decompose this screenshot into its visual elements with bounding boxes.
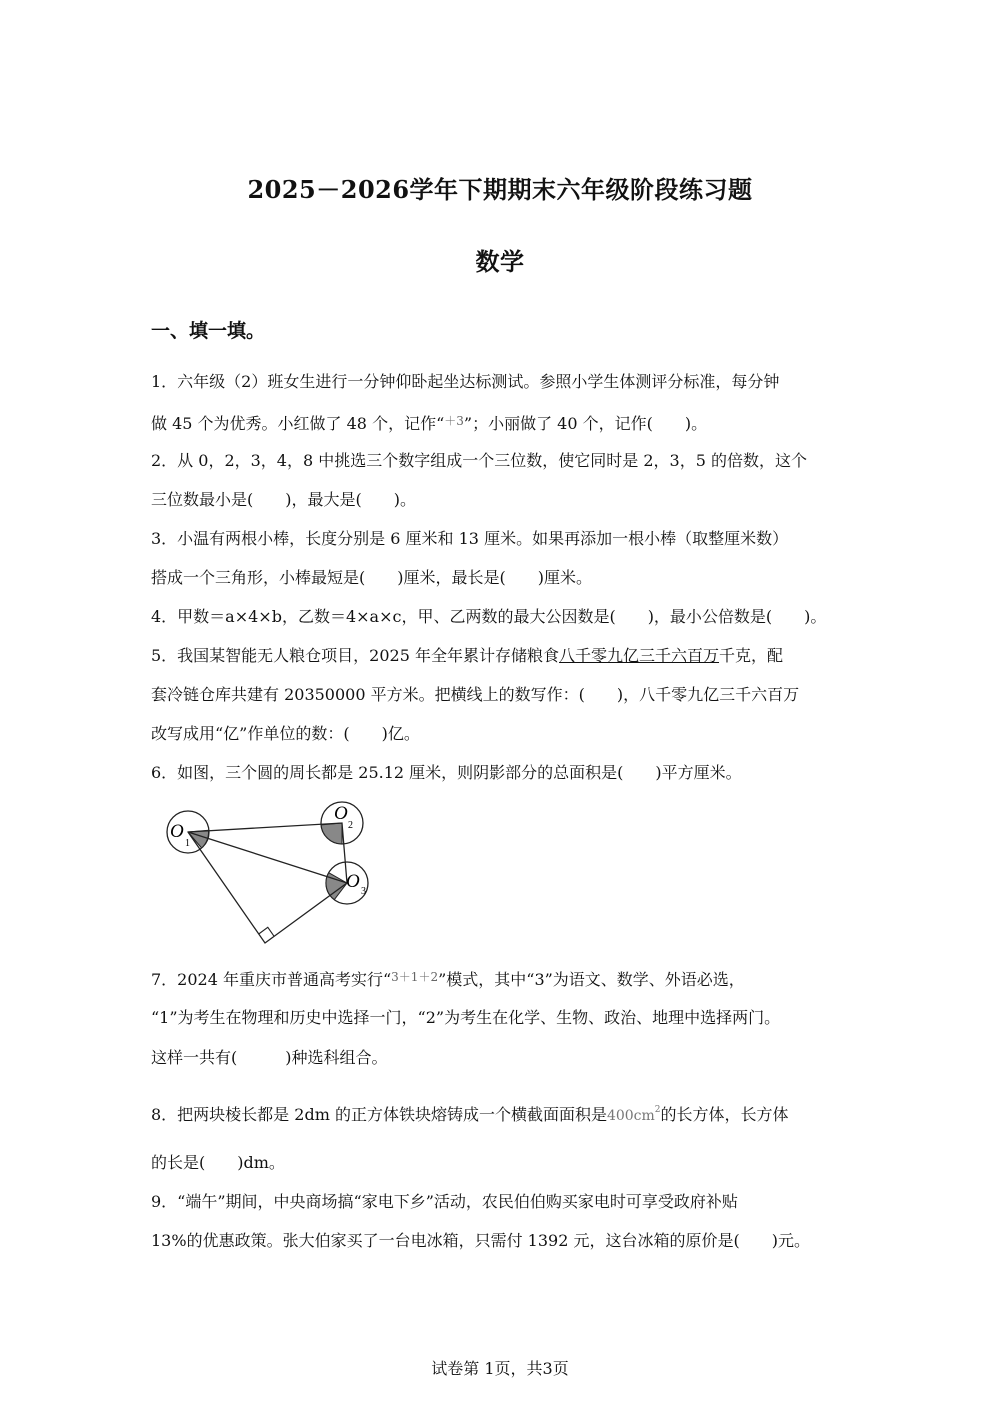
q5-line2: 套冷链仓库共建有 20350000 平方米。把横线上的数写作：( )，八千零九亿三千六百万 [151, 685, 800, 704]
q8-area-sup: 2 [654, 1105, 661, 1115]
q8-text-c: 的长方体，长方体 [660, 1105, 789, 1124]
subject-title: 数学 [475, 247, 525, 276]
three-circles-figure [160, 795, 380, 950]
q7-mode: 3＋1＋2 [391, 970, 439, 984]
q7-line1 [151, 967, 745, 990]
q5-underlined-number: 八千零九亿三千六百万 [559, 646, 720, 665]
label-o2-sub: 2 [348, 820, 353, 831]
q7-text-c: ”模式，其中“3”为语文、数学、外语必选， [438, 970, 745, 989]
q3-line1: 3．小温有两根小棒，长度分别是 6 厘米和 13 厘米。如果再添加一根小棒（取整厘米数） [151, 529, 789, 548]
q2-line2: 三位数最小是( )，最大是( )。 [151, 490, 416, 509]
q8-line1 [151, 1100, 789, 1126]
q8-area: 400cm [606, 1108, 655, 1124]
section-heading: 一、填一填。 [151, 320, 266, 342]
q4-line1: 4．甲数＝a×4×b，乙数＝4×a×c，甲、乙两数的最大公因数是( )，最小公倍数是( )。 [151, 607, 827, 626]
q1-text-c: ”；小丽做了 40 个，记作( )。 [463, 414, 708, 433]
q5-text-c: 千克，配 [719, 646, 784, 665]
triangle-o1-o3 [188, 832, 347, 883]
q7-line3: 这样一共有( )种选科组合。 [151, 1048, 388, 1067]
q2-line1: 2．从 0，2，3，4，8 中挑选三个数字组成一个三位数，使它同时是 2，3，5 的倍数，这个 [151, 451, 807, 470]
q8-text-a: 8．把两块棱长都是 2dm 的正方体铁块熔铸成一个横截面面积是 [151, 1105, 607, 1124]
label-o1: O [170, 821, 184, 842]
q9-line2: 13%的优惠政策。张大伯家买了一台电冰箱，只需付 1392 元，这台冰箱的原价是( )元。 [151, 1231, 810, 1250]
q8-line2: 的长是( )dm。 [151, 1153, 285, 1172]
q1-plus3: ＋3 [444, 414, 464, 428]
label-o2: O [334, 803, 348, 824]
q3-line2: 搭成一个三角形，小棒最短是( )厘米，最长是( )厘米。 [151, 568, 592, 587]
page-footer: 试卷第 1页，共3页 [431, 1359, 569, 1378]
q5-text-a: 5．我国某智能无人粮仓项目，2025 年全年累计存储粮食 [151, 646, 559, 665]
exam-title: 2025－2026学年下期期末六年级阶段练习题 [247, 175, 753, 204]
q7-text-a: 7．2024 年重庆市普通高考实行“ [151, 970, 392, 989]
right-triangle-edges [188, 832, 347, 943]
q1-line1: 1．六年级（2）班女生进行一分钟仰卧起坐达标测试。参照小学生体测评分标准，每分钟 [151, 372, 780, 391]
q1-line2 [151, 411, 707, 434]
label-o1-sub: 1 [185, 838, 190, 849]
label-o3: O [346, 871, 360, 892]
q1-text-a: 做 45 个为优秀。小红做了 48 个，记作“ [151, 414, 445, 433]
shaded-sector-o2 [321, 823, 342, 844]
q6-line1: 6．如图，三个圆的周长都是 25.12 厘米，则阴影部分的总面积是( )平方厘米。 [151, 763, 742, 782]
q9-line1: 9．“端午”期间，中央商场搞“家电下乡”活动，农民伯伯购买家电时可享受政府补贴 [151, 1192, 738, 1211]
q7-line2: “1”为考生在物理和历史中选择一门，“2”为考生在化学、生物、政治、地理中选择两门。 [151, 1008, 781, 1027]
right-angle-mark [259, 927, 274, 936]
q5-line3: 改写成用“亿”作单位的数：( )亿。 [151, 724, 420, 743]
q5-line1 [151, 646, 783, 666]
label-o3-sub: 3 [361, 886, 366, 897]
